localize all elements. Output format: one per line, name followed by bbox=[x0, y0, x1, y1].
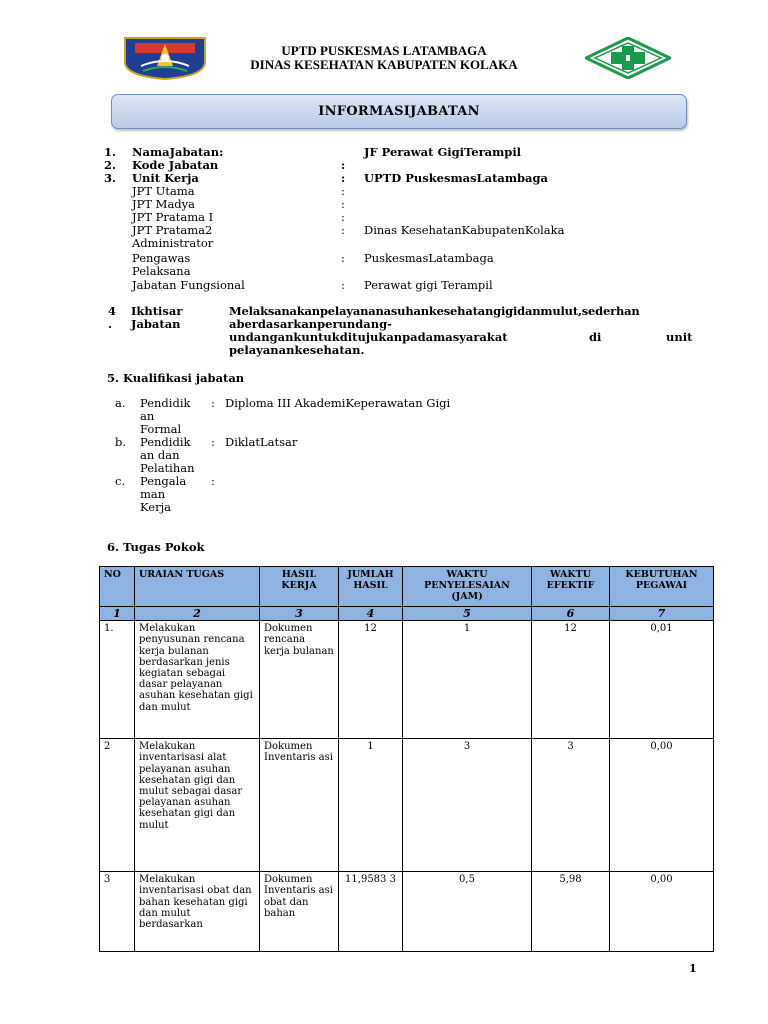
cell-jumlah: 11,9583 3 bbox=[339, 872, 403, 952]
unit-row-colon: : bbox=[341, 223, 345, 237]
ikhtisar-label-2: Jabatan bbox=[131, 317, 181, 331]
ikhtisar-number-dot: . bbox=[108, 317, 113, 331]
kualifikasi-letter-a: a. bbox=[115, 396, 126, 410]
item-value-unit-kerja: UPTD PuskesmasLatambaga bbox=[364, 171, 548, 185]
col-header-uraian: URAIAN TUGAS bbox=[135, 567, 260, 607]
ikhtisar-text-line3: undangankuntukditujukanpadamasyarakat bbox=[229, 330, 508, 344]
cell-efektif: 12 bbox=[532, 621, 610, 739]
index-cell: 2 bbox=[135, 607, 260, 621]
index-cell: 5 bbox=[403, 607, 532, 621]
table-row bbox=[100, 739, 714, 872]
kualifikasi-c-label: Pengala bbox=[140, 474, 187, 488]
unit-row-colon: : bbox=[341, 251, 345, 265]
index-cell: 1 bbox=[100, 607, 135, 621]
kualifikasi-a-label: Pendidik bbox=[140, 396, 191, 410]
kualifikasi-a-label: Formal bbox=[140, 422, 182, 436]
unit-row-colon: : bbox=[341, 184, 345, 198]
cell-jumlah: 1 bbox=[339, 739, 403, 872]
index-cell: 7 bbox=[610, 607, 714, 621]
kualifikasi-b-colon: : bbox=[211, 435, 215, 449]
unit-row-label: Jabatan Fungsional bbox=[132, 278, 245, 292]
ikhtisar-label: Ikhtisar bbox=[131, 304, 183, 318]
title-banner bbox=[111, 94, 687, 129]
cell-uraian: Melakukan penyusunan rencana kerja bulanan berdasarkan jenis kegiatan sebagai dasar pelayanan asuhan kesehatan gigi dan mulut bbox=[135, 621, 260, 739]
cell-efektif: 3 bbox=[532, 739, 610, 872]
unit-row-label: Administrator bbox=[132, 236, 214, 250]
header-line1: UPTD PUSKESMAS LATAMBAGA bbox=[281, 43, 487, 58]
item-number-3: 3. bbox=[104, 171, 117, 185]
col-header-waktu-efektif: WAKTU EFEKTIF bbox=[532, 567, 610, 607]
kualifikasi-c-colon: : bbox=[211, 474, 215, 488]
cell-kebutuhan: 0,00 bbox=[610, 872, 714, 952]
table-row bbox=[100, 872, 714, 952]
kualifikasi-c-label: man bbox=[140, 487, 166, 501]
col-header-jumlah: JUMLAH HASIL bbox=[339, 567, 403, 607]
unit-row-label: Pengawas bbox=[132, 251, 191, 265]
unit-row-value: Dinas KesehatanKabupatenKolaka bbox=[364, 223, 565, 237]
cell-uraian: Melakukan inventarisasi alat pelayanan asuhan kesehatan gigi dan mulut sebagai dasar pelayanan asuhan kesehatan gigi dan mulut bbox=[135, 739, 260, 872]
ikhtisar-text-line3-di: di bbox=[589, 330, 602, 344]
item-number-2: 2. bbox=[104, 158, 117, 172]
kualifikasi-b-label: Pelatihan bbox=[140, 461, 195, 475]
cell-waktu: 0,5 bbox=[403, 872, 532, 952]
cell-jumlah: 12 bbox=[339, 621, 403, 739]
kualifikasi-a-value: Diploma III AkademiKeperawatan Gigi bbox=[225, 396, 451, 410]
item-value-nama-jabatan: JF Perawat GigiTerampil bbox=[364, 145, 522, 159]
kualifikasi-a-colon: : bbox=[211, 396, 215, 410]
unit-row-label: JPT Utama bbox=[132, 184, 195, 198]
unit-row-label: JPT Pratama I bbox=[132, 210, 214, 224]
unit-row-colon: : bbox=[341, 197, 345, 211]
unit-row-value: PuskesmasLatambaga bbox=[364, 251, 494, 265]
kualifikasi-c-label: Kerja bbox=[140, 500, 172, 514]
cell-kebutuhan: 0,01 bbox=[610, 621, 714, 739]
page-number: 1 bbox=[689, 962, 697, 975]
cell-hasil: Dokumen Inventaris asi obat dan bahan bbox=[260, 872, 339, 952]
kualifikasi-b-value: DiklatLatsar bbox=[225, 435, 298, 449]
kualifikasi-letter-c: c. bbox=[115, 474, 126, 488]
item-label-nama-jabatan: NamaJabatan: bbox=[132, 145, 224, 159]
table-index-row bbox=[100, 607, 714, 621]
index-cell: 6 bbox=[532, 607, 610, 621]
cell-uraian: Melakukan inventarisasi obat dan bahan kesehatan gigi dan mulut berdasarkan bbox=[135, 872, 260, 952]
col-header-waktu-penyelesaian: WAKTU PENYELESAIAN (JAM) bbox=[403, 567, 532, 607]
unit-row-colon: : bbox=[341, 278, 345, 292]
kualifikasi-b-label: Pendidik bbox=[140, 435, 191, 449]
col-header-hasil: HASIL KERJA bbox=[260, 567, 339, 607]
index-cell: 4 bbox=[339, 607, 403, 621]
unit-row-label: JPT Pratama2 bbox=[132, 223, 213, 237]
header-line2: DINAS KESEHATAN KABUPATEN KOLAKA bbox=[250, 57, 518, 72]
cell-no: 3 bbox=[100, 872, 135, 952]
cell-no: 2 bbox=[100, 739, 135, 872]
kualifikasi-letter-b: b. bbox=[115, 435, 127, 449]
banner-title: INFORMASIJABATAN bbox=[318, 104, 480, 119]
cell-kebutuhan: 0,00 bbox=[610, 739, 714, 872]
unit-row-value: Perawat gigi Terampil bbox=[364, 278, 493, 292]
item-colon-kode-jabatan: : bbox=[341, 158, 346, 172]
col-header-kebutuhan: KEBUTUHAN PEGAWAI bbox=[610, 567, 714, 607]
table-row bbox=[100, 621, 714, 739]
ikhtisar-number: 4 bbox=[108, 304, 117, 318]
item-label-unit-kerja: Unit Kerja bbox=[132, 171, 199, 185]
cell-waktu: 1 bbox=[403, 621, 532, 739]
item-number-1: 1. bbox=[104, 145, 117, 159]
unit-row-label: Pelaksana bbox=[132, 264, 191, 278]
tugas-pokok-heading: 6. Tugas Pokok bbox=[107, 540, 205, 554]
ikhtisar-text-line2: aberdasarkanperundang- bbox=[229, 317, 392, 331]
item-label-kode-jabatan: Kode Jabatan bbox=[132, 158, 219, 172]
cell-hasil: Dokumen rencana kerja bulanan bbox=[260, 621, 339, 739]
cell-efektif: 5,98 bbox=[532, 872, 610, 952]
cell-hasil: Dokumen Inventaris asi bbox=[260, 739, 339, 872]
index-cell: 3 bbox=[260, 607, 339, 621]
tugas-pokok-table bbox=[99, 566, 714, 952]
table-header-row bbox=[100, 567, 714, 607]
unit-row-label: JPT Madya bbox=[132, 197, 196, 211]
ikhtisar-text-line1: Melaksanakanpelayananasuhankesehatangigidanmulut,sederhan bbox=[229, 304, 640, 318]
ikhtisar-text-line4: pelayanankesehatan. bbox=[229, 343, 365, 357]
kualifikasi-a-label: an bbox=[140, 409, 155, 423]
cell-waktu: 3 bbox=[403, 739, 532, 872]
unit-row-colon: : bbox=[341, 210, 345, 224]
kualifikasi-b-label: an dan bbox=[140, 448, 180, 462]
col-header-no: NO bbox=[100, 567, 135, 607]
kualifikasi-heading: 5. Kualifikasi jabatan bbox=[107, 371, 245, 385]
item-colon-unit-kerja: : bbox=[341, 171, 346, 185]
cell-no: 1. bbox=[100, 621, 135, 739]
ikhtisar-text-line3-unit: unit bbox=[666, 330, 693, 344]
